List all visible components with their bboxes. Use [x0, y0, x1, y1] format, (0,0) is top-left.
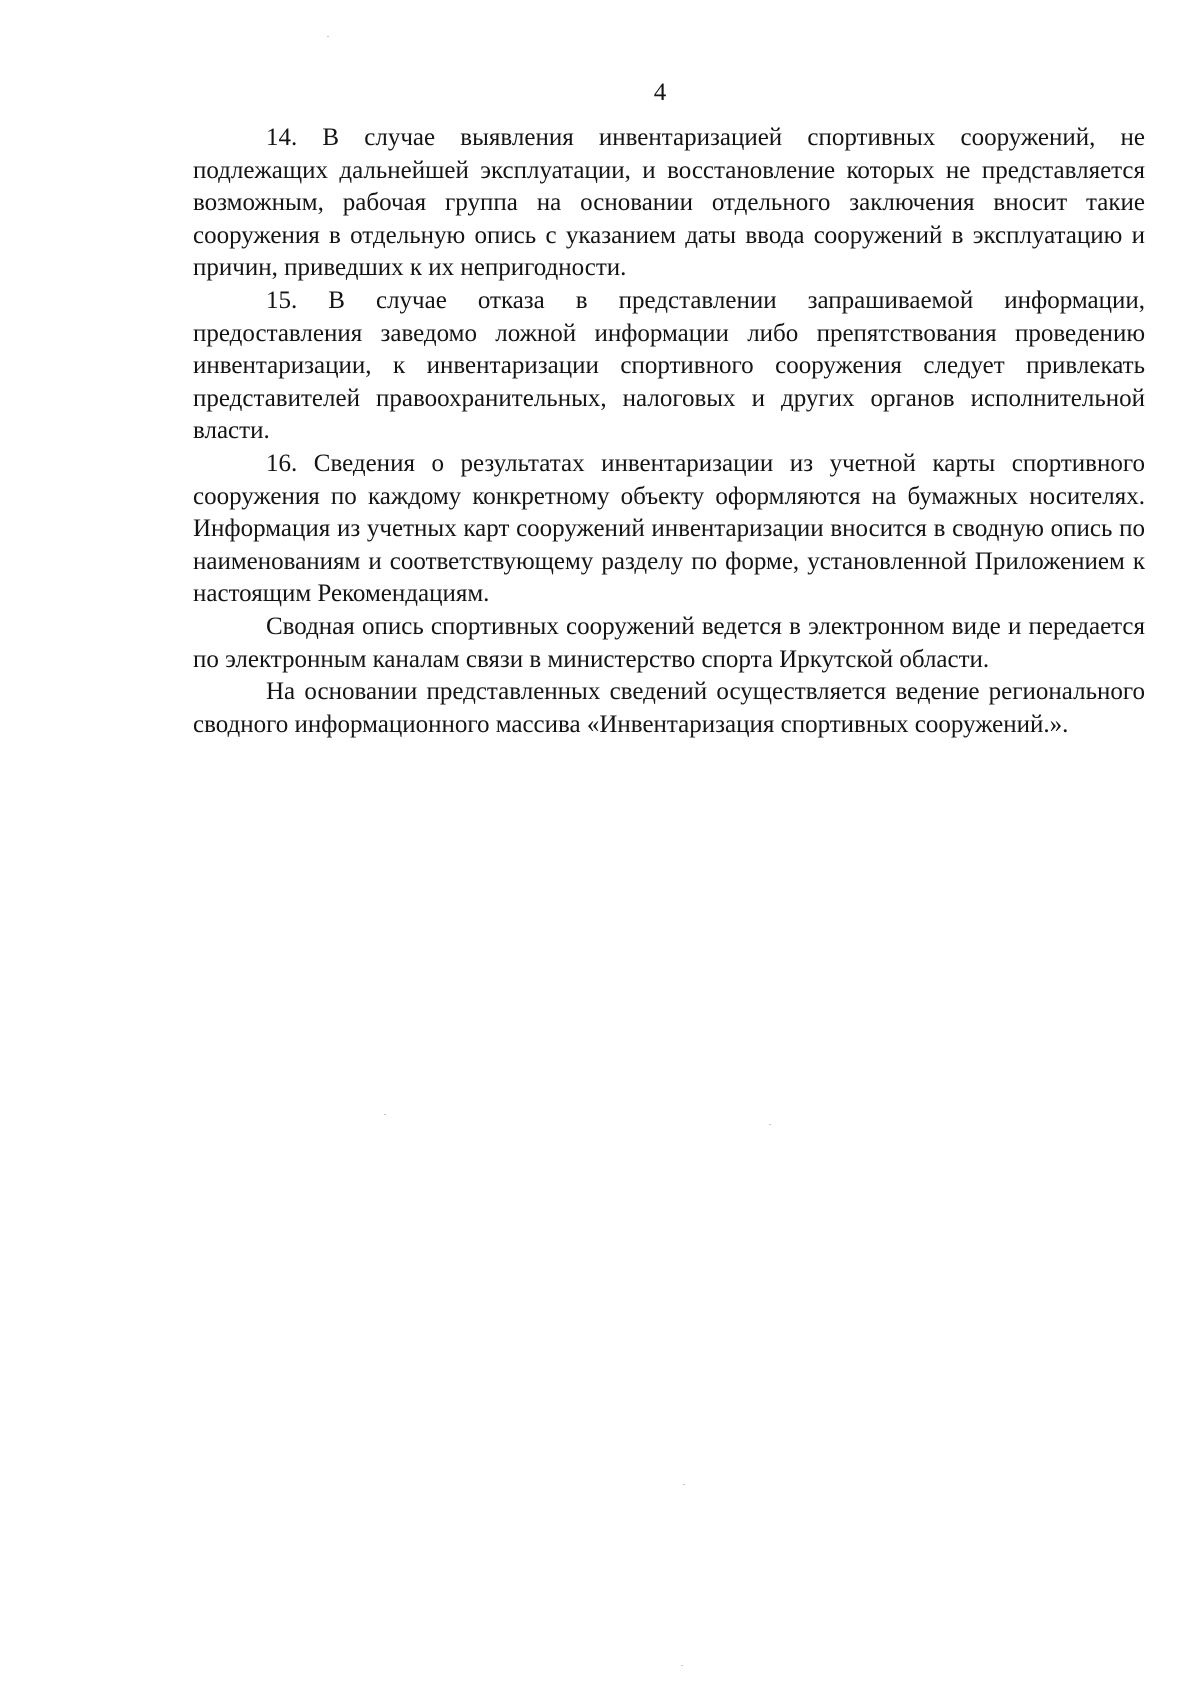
paragraph-15: 15. В случае отказа в представлении запрашиваемой информации, предоставления заведомо ложной информации либо препятствования проведению инвентаризации, к инвентаризации спортивного сооружения следует привлекать представителей правоохранительных, налоговых и других органов исполнительной власти. — [193, 286, 1145, 445]
scan-speck — [769, 1124, 771, 1125]
scan-speck — [327, 36, 329, 37]
scan-speck — [384, 1114, 386, 1115]
paragraph-14: 14. В случае выявления инвентаризацией спортивных сооружений, не подлежащих дальнейшей эксплуатации, и восстановление которых не представляется возможным, рабочая группа на основании отдельного заключения вносит такие сооружения в отдельную опись с указанием даты ввода сооружений в эксплуатацию и причин, приведших к их непригодности. — [193, 124, 1145, 282]
scan-speck — [681, 1665, 683, 1666]
page-number: 4 — [653, 79, 667, 106]
paragraph-regional-array: На основании представленных сведений осуществляется ведение регионального сводного информационного массива «Инвентаризация спортивных сооружений.». — [193, 678, 1145, 738]
document-body — [193, 122, 1145, 741]
scan-speck — [683, 1484, 685, 1485]
paragraph-summary-inventory: Сводная опись спортивных сооружений ведется в электронном виде и передается по электронным каналам связи в министерство спорта Иркутской области. — [193, 612, 1145, 673]
paragraph-16: 16. Сведения о результатах инвентаризации из учетной карты спортивного сооружения по каждому конкретному объекту оформляются на бумажных носителях. Информация из учетных карт сооружений инвентаризации вносится в сводную опись по наименованиям и соответствующему разделу по форме, установленной Приложением к настоящим Рекомендациям. — [193, 449, 1145, 608]
